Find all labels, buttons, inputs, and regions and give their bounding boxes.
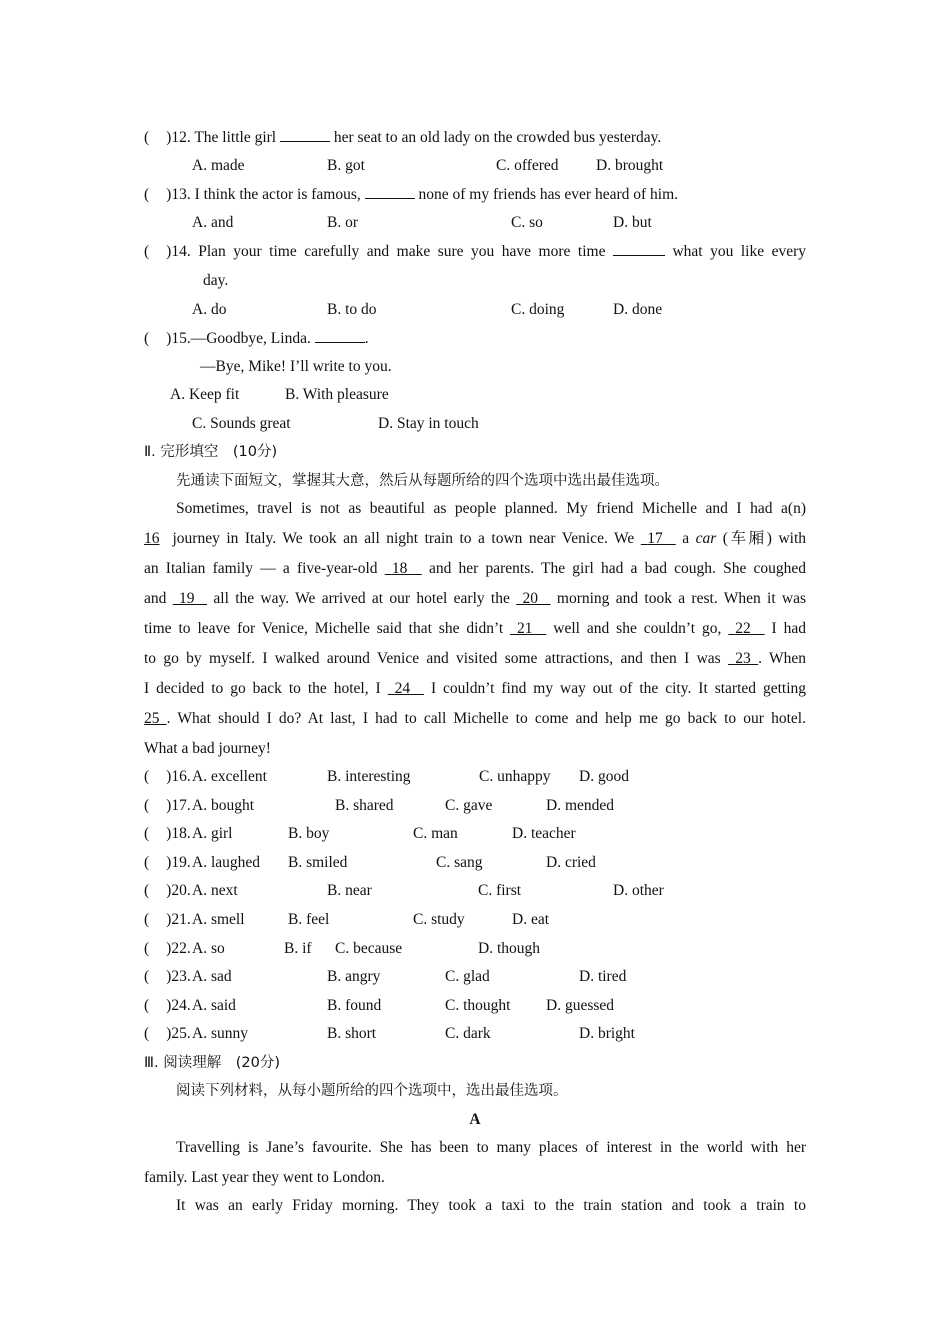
cloze-option-c: C. glad bbox=[445, 968, 490, 986]
passage-line: time to leave for Venice, Michelle said that she didn’t 21 well and she couldn’t go, 22 I had bbox=[144, 620, 806, 637]
cloze-question-number: ( )20. bbox=[144, 882, 191, 900]
question-14-option-a: A. do bbox=[192, 301, 227, 318]
question-13-option-b: B. or bbox=[327, 214, 358, 231]
cloze-option-b: B. short bbox=[327, 1025, 377, 1043]
cloze-option-d: D. guessed bbox=[546, 996, 615, 1014]
cloze-option-a: A. excellent bbox=[192, 768, 267, 785]
reading-passage-line: It was an early Friday morning. They took a taxi to the train station and took a train to bbox=[176, 1197, 806, 1214]
cloze-option-b: B. boy bbox=[288, 825, 330, 843]
passage-line: an Italian family — a five-year-old 18 and her parents. The girl had a bad cough. She coughed bbox=[144, 560, 807, 577]
cloze-question-number: ( )19. bbox=[144, 853, 191, 871]
question-14-option-d: D. done bbox=[613, 301, 663, 318]
passage-line: What a bad journey! bbox=[144, 740, 271, 757]
cloze-option-d: D. teacher bbox=[512, 825, 576, 843]
question-15-option-a: A. Keep fit bbox=[170, 386, 240, 403]
cloze-question-number: ( )18. bbox=[144, 825, 191, 843]
cloze-option-b: B. found bbox=[327, 996, 382, 1014]
cloze-option-a: A. bought bbox=[192, 796, 254, 814]
cloze-option-b: B. smiled bbox=[288, 853, 348, 871]
answer-blank bbox=[613, 241, 665, 256]
passage-title: A bbox=[469, 1111, 481, 1128]
cloze-option-a: A. sad bbox=[192, 968, 232, 986]
cloze-question-number: ( )16. bbox=[144, 768, 191, 785]
cloze-question-number: ( )21. bbox=[144, 911, 191, 928]
question-12-option-b: B. got bbox=[327, 157, 365, 174]
cloze-option-d: D. good bbox=[579, 768, 629, 785]
question-13-stem: ( )13. I think the actor is famous, none of my friends has ever heard of him. bbox=[144, 186, 679, 203]
question-14-option-b: B. to do bbox=[327, 301, 377, 318]
cloze-option-b: B. shared bbox=[335, 796, 394, 814]
cloze-option-c: C. thought bbox=[445, 996, 511, 1014]
cloze-question-number: ( )17. bbox=[144, 796, 191, 814]
question-12-option-a: A. made bbox=[192, 157, 245, 174]
cloze-option-d: D. mended bbox=[546, 796, 615, 814]
section-2-heading: Ⅱ. 完形填空 (10分) bbox=[144, 444, 278, 460]
question-15-option-c: C. Sounds great bbox=[192, 415, 291, 432]
section-3-heading: Ⅲ. 阅读理解 (20分) bbox=[144, 1055, 280, 1071]
question-15-option-d: D. Stay in touch bbox=[378, 415, 479, 432]
passage-line: 16 journey in Italy. We took an all night train to a town near Venice. We 17 a car (车厢) with bbox=[144, 530, 807, 547]
answer-blank bbox=[280, 127, 330, 142]
cloze-option-a: A. said bbox=[192, 996, 236, 1014]
question-14-stem: ( )14. Plan your time carefully and make sure you have more time what you like every bbox=[144, 243, 807, 260]
reading-passage-line: Travelling is Jane’s favourite. She has been to many places of interest in the world with her bbox=[176, 1139, 806, 1156]
question-15-option-b: B. With pleasure bbox=[285, 386, 389, 403]
cloze-option-c: C. study bbox=[413, 911, 465, 928]
cloze-question-number: ( )22. bbox=[144, 939, 191, 957]
passage-line: Sometimes, travel is not as beautiful as people planned. My friend Michelle and I had a(n) bbox=[176, 500, 806, 517]
cloze-option-a: A. smell bbox=[192, 911, 245, 928]
cloze-option-a: A. laughed bbox=[192, 853, 261, 871]
reading-passage-line: family. Last year they went to London. bbox=[144, 1169, 385, 1186]
cloze-option-a: A. next bbox=[192, 882, 238, 900]
cloze-option-c: C. unhappy bbox=[479, 768, 551, 785]
cloze-question-number: ( )23. bbox=[144, 968, 191, 986]
question-12-option-d: D. brought bbox=[596, 157, 664, 174]
section-2-instruction: 先通读下面短文，掌握其大意，然后从每题所给的四个选项中选出最佳选项。 bbox=[176, 473, 669, 489]
cloze-option-d: D. tired bbox=[579, 968, 627, 986]
passage-line: and 19 all the way. We arrived at our hotel early the 20 morning and took a rest. When it was bbox=[144, 590, 807, 607]
passage-line: I decided to go back to the hotel, I 24 I couldn’t find my way out of the city. It started getting bbox=[144, 680, 807, 697]
answer-blank bbox=[365, 184, 415, 199]
cloze-option-d: D. though bbox=[478, 939, 540, 957]
question-14-option-c: C. doing bbox=[511, 301, 565, 318]
cloze-question-number: ( )24. bbox=[144, 996, 191, 1014]
cloze-option-c: C. gave bbox=[445, 796, 493, 814]
cloze-option-c: C. sang bbox=[436, 853, 483, 871]
question-12-option-c: C. offered bbox=[496, 157, 559, 174]
cloze-option-d: D. bright bbox=[579, 1025, 635, 1043]
cloze-option-b: B. near bbox=[327, 882, 372, 900]
answer-blank bbox=[315, 328, 365, 343]
question-15-stem: ( )15.—Goodbye, Linda. . bbox=[144, 330, 369, 347]
cloze-option-c: C. first bbox=[478, 882, 522, 900]
cloze-question-number: ( )25. bbox=[144, 1025, 191, 1043]
cloze-option-a: A. so bbox=[192, 939, 225, 957]
passage-line: to go by myself. I walked around Venice and visited some attractions, and then I was 23 . When bbox=[144, 650, 807, 667]
question-13-option-d: D. but bbox=[613, 214, 652, 231]
question-13-option-a: A. and bbox=[192, 214, 234, 231]
question-14-stem-continued: day. bbox=[203, 272, 229, 289]
cloze-option-d: D. cried bbox=[546, 853, 596, 871]
cloze-option-c: C. man bbox=[413, 825, 458, 843]
cloze-option-d: D. other bbox=[613, 882, 664, 900]
cloze-option-a: A. sunny bbox=[192, 1025, 248, 1043]
cloze-option-c: C. because bbox=[335, 939, 403, 957]
question-15-reply: —Bye, Mike! I’ll write to you. bbox=[200, 358, 392, 375]
cloze-option-d: D. eat bbox=[512, 911, 550, 928]
cloze-option-b: B. interesting bbox=[327, 768, 411, 785]
cloze-option-b: B. angry bbox=[327, 968, 381, 986]
question-13-option-c: C. so bbox=[511, 214, 543, 231]
passage-line: 25 . What should I do? At last, I had to call Michelle to come and help me go back to our hotel. bbox=[144, 710, 806, 727]
question-12-stem: ( )12. The little girl her seat to an old lady on the crowded bus yesterday. bbox=[144, 129, 662, 146]
cloze-option-b: B. if bbox=[284, 939, 312, 957]
cloze-option-b: B. feel bbox=[288, 911, 330, 928]
section-3-instruction: 阅读下列材料，从每小题所给的四个选项中，选出最佳选项。 bbox=[176, 1083, 568, 1099]
cloze-option-a: A. girl bbox=[192, 825, 233, 843]
cloze-option-c: C. dark bbox=[445, 1025, 491, 1043]
